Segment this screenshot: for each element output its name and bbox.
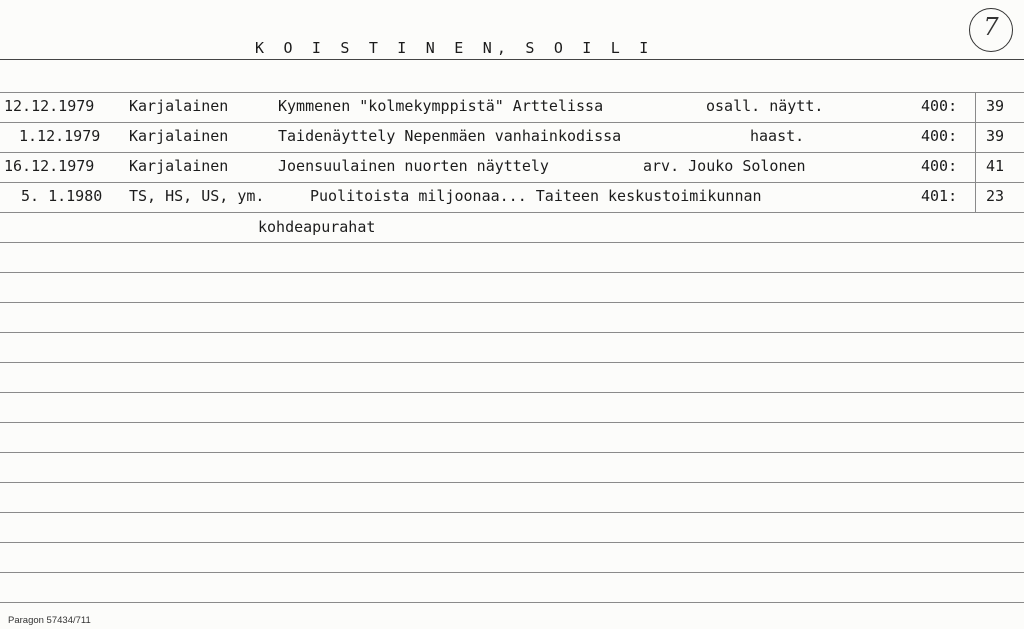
ruled-line xyxy=(0,122,1024,123)
header-rule xyxy=(0,59,1024,60)
entry-ref-b: 39 xyxy=(986,127,1005,145)
entry-source: Karjalainen xyxy=(129,97,229,115)
entry-note: arv. Jouko Solonen xyxy=(643,157,806,175)
entry-text: Puolitoista miljoonaa... Taiteen keskustoimikunnan xyxy=(310,187,762,205)
entry-text: Taidenäyttely Nepenmäen vanhainkodissa xyxy=(278,127,622,145)
reference-divider xyxy=(975,92,976,212)
entry-source: TS, HS, US, ym. xyxy=(129,187,265,205)
entry-continuation: kohdeapurahat xyxy=(258,218,376,236)
entry-ref-a: 400: xyxy=(921,97,958,115)
ruled-line xyxy=(0,542,1024,543)
ruled-line xyxy=(0,212,1024,213)
entry-text: Joensuulainen nuorten näyttely xyxy=(278,157,549,175)
card-title: K O I S T I N E N, S O I L I xyxy=(255,39,654,57)
entry-note: haast. xyxy=(750,127,805,145)
ruled-line xyxy=(0,332,1024,333)
entry-ref-b: 39 xyxy=(986,97,1005,115)
ruled-line xyxy=(0,572,1024,573)
card-number: 7 xyxy=(983,13,999,41)
ruled-line xyxy=(0,602,1024,603)
entry-note: osall. näytt. xyxy=(706,97,824,115)
entry-ref-a: 400: xyxy=(921,127,958,145)
entry-date: 1.12.1979 xyxy=(19,127,101,145)
card-number-circle xyxy=(969,8,1013,52)
ruled-line xyxy=(0,272,1024,273)
entry-ref-b: 23 xyxy=(986,187,1005,205)
ruled-line xyxy=(0,302,1024,303)
ruled-line xyxy=(0,92,1024,93)
entry-source: Karjalainen xyxy=(129,157,229,175)
entry-source: Karjalainen xyxy=(129,127,229,145)
entry-ref-b: 41 xyxy=(986,157,1005,175)
entry-date: 5. 1.1980 xyxy=(21,187,103,205)
ruled-line xyxy=(0,392,1024,393)
entry-date: 12.12.1979 xyxy=(4,97,95,115)
ruled-line xyxy=(0,452,1024,453)
entry-ref-a: 400: xyxy=(921,157,958,175)
ruled-line xyxy=(0,242,1024,243)
ruled-line xyxy=(0,512,1024,513)
ruled-line xyxy=(0,152,1024,153)
entry-ref-a: 401: xyxy=(921,187,958,205)
ruled-line xyxy=(0,362,1024,363)
ruled-line xyxy=(0,482,1024,483)
entry-text: Kymmenen "kolmekymppistä" Arttelissa xyxy=(278,97,604,115)
ruled-line xyxy=(0,422,1024,423)
print-footer: Paragon 57434/711 xyxy=(8,615,91,626)
ruled-line xyxy=(0,182,1024,183)
entry-date: 16.12.1979 xyxy=(4,157,95,175)
